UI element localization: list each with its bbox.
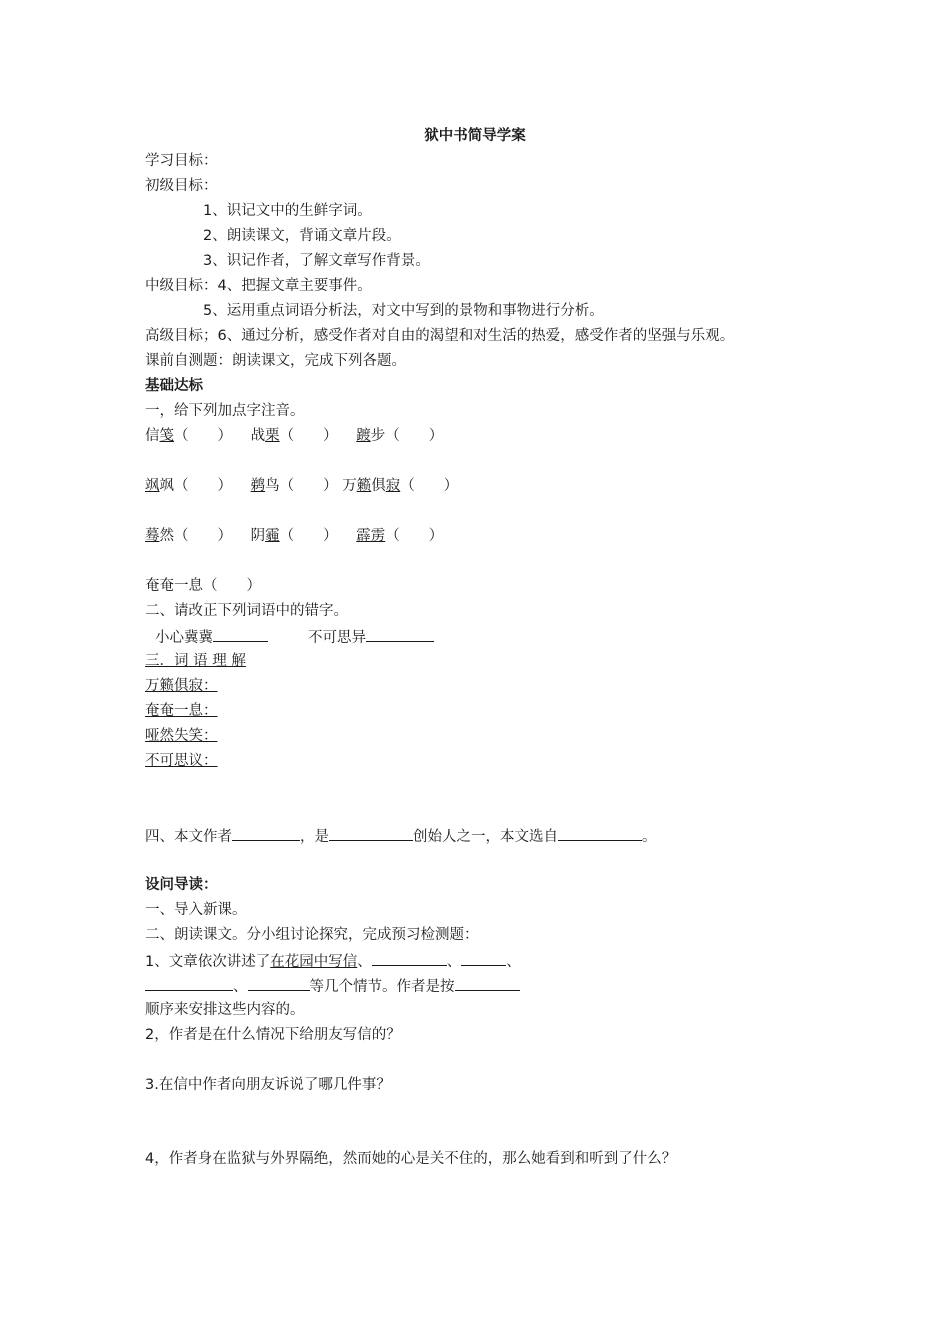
pinyin-item-last: 奄奄一息（ ） [145,578,261,594]
objectives-heading: 学习目标： [145,153,218,169]
guide-question-4: 4，作者身在监狱与外界隔绝，然而她的心是关不住的，那么她看到和听到了什么？ [145,1151,677,1167]
guide-question-1-line-1: 1、文章依次讲述了在花园中写信、 、 、 [145,950,521,970]
question-1-prompt: 一，给下列加点字注音。 [145,403,305,419]
question-3-prompt: 三．词 语 理 解 [145,653,246,669]
basics-heading: 基础达标 [145,378,203,394]
answer-blank[interactable] [372,950,447,966]
intermediate-objective-5: 5、运用重点词语分析法，对文中写到的景物和事物进行分析。 [203,303,604,319]
wrong-word-1: 小心冀冀 [155,630,213,646]
pinyin-item: 霹雳（ ） [356,528,444,544]
pinyin-item: 信笺（ ） [145,428,232,444]
question-4: 四、本文作者 ，是 创始人之一，本文选自 。 [145,825,657,845]
pretest-instruction: 课前自测题：朗读课文，完成下列各题。 [145,353,406,369]
pinyin-item: 蓦然（ ） [145,528,232,544]
pinyin-item: 阴霾（ ） [250,528,338,544]
answer-blank[interactable] [461,950,506,966]
answer-blank[interactable] [329,825,413,841]
answer-blank[interactable] [455,975,520,991]
guide-question-3: 3.在信中作者向朋友诉说了哪几件事？ [145,1077,391,1093]
answer-blank[interactable] [145,975,233,991]
guide-step-2: 二、朗读课文。分小组讨论探究，完成预习检测题： [145,927,479,943]
guide-heading: 设问导读： [145,877,218,893]
guide-question-2: 2，作者是在什么情况下给朋友写信的？ [145,1027,401,1043]
pinyin-row-1 [145,426,443,446]
primary-objectives-heading: 初级目标： [145,178,218,194]
primary-objective-2: 2、朗读课文，背诵文章片段。 [203,228,401,244]
intermediate-objective-4: 中级目标：4、把握文章主要事件。 [145,278,372,294]
answer-blank[interactable] [558,825,642,841]
vocab-item: 哑然失笑： [145,728,218,744]
answer-blank[interactable] [248,975,310,991]
vocab-item: 万籁俱寂： [145,678,218,694]
pinyin-row-2 [145,476,458,496]
primary-objective-3: 3、识记作者，了解文章写作背景。 [203,253,430,269]
document-title: 狱中书简导学案 [424,128,526,144]
guide-question-1-line-2: 、 等几个情节。作者是按 [145,975,520,995]
answer-blank[interactable] [213,626,268,642]
guide-step-1: 一、导入新课。 [145,902,247,918]
guide-question-1-line-3: 顺序来安排这些内容的。 [145,1002,305,1018]
primary-objective-1: 1、识记文中的生鲜字词。 [203,203,372,219]
vocab-item: 不可思议： [145,753,218,769]
wrong-word-2: 不可思异 [308,630,366,646]
question-2-prompt: 二、请改正下列词语中的错字。 [145,603,348,619]
pinyin-row-3 [145,526,443,546]
question-2-items [155,626,434,646]
pinyin-item: 寂（ ） [385,478,459,494]
advanced-objective-6: 高级目标；6、通过分析，感受作者对自由的渴望和对生活的热爱，感受作者的坚强与乐观。 [145,328,735,344]
pinyin-item: 鹈鸟（ ） [250,478,338,494]
pinyin-item: 万籁俱 [342,478,386,494]
answer-blank[interactable] [366,626,434,642]
pinyin-item: 战栗（ ） [250,428,338,444]
pinyin-item: 飒飒（ ） [145,478,232,494]
vocab-item: 奄奄一息： [145,703,218,719]
answer-blank[interactable] [232,825,300,841]
pinyin-item: 踱步（ ） [356,428,444,444]
